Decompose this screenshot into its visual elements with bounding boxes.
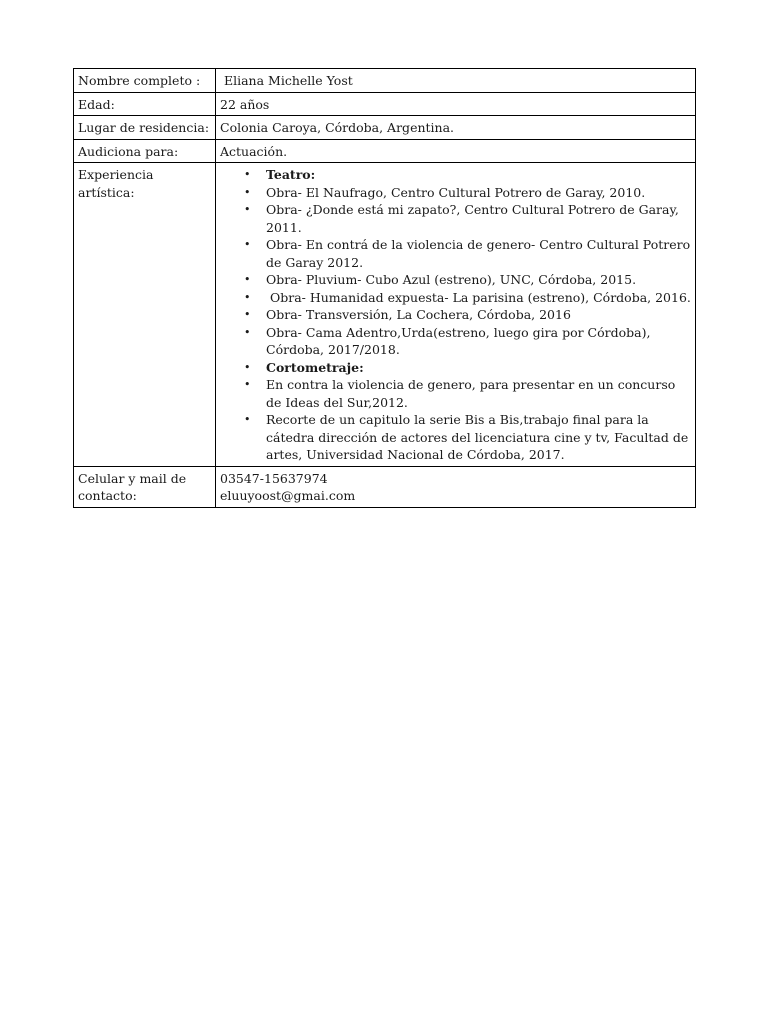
label-lugar: Lugar de residencia: [74,116,216,140]
row-audiciona [74,139,696,163]
label-audiciona: Audiciona para: [74,139,216,163]
bullet-icon: • [244,290,251,304]
value-nombre: Eliana Michelle Yost [216,69,696,93]
label-experiencia: Experiencia artística: [74,163,216,467]
list-item-text: Obra- ¿Donde está mi zapato?, Centro Cultural Potrero de Garay, 2011. [266,202,679,235]
bullet-icon: • [244,308,251,321]
list-item [244,201,692,236]
row-experiencia [74,163,696,467]
bullet-icon: • [244,238,251,251]
list-item-text: Obra- Pluvium- Cubo Azul (estreno), UNC, Córdoba, 2015. [266,272,637,287]
value-contacto [216,466,696,507]
list-item [244,184,692,202]
experience-heading-cortometraje [244,359,692,377]
row-lugar [74,116,696,140]
list-item [244,324,692,359]
list-item-text: Obra- El Naufrago, Centro Cultural Potrero de Garay, 2010. [266,184,646,200]
bullet-icon: • [244,413,251,426]
contact-phone: 03547-15637974 [220,470,328,486]
list-item [244,376,692,411]
row-nombre [74,69,696,93]
bullet-icon: • [244,325,251,339]
list-item-text: Obra- En contrá de la violencia de genero- Centro Cultural Potrero de Garay 2012. [266,237,691,270]
row-contacto [74,466,696,507]
list-item-text: Obra- Transversión, La Cochera, Córdoba, 2016 [266,307,571,322]
value-lugar: Colonia Caroya, Córdoba, Argentina. [216,116,696,140]
label-nombre: Nombre completo : [74,69,216,93]
value-audiciona: Actuación. [216,139,696,163]
value-experiencia [216,163,696,467]
contact-email: eluuyoost@gmai.com [220,488,356,503]
label-contacto: Celular y mail de contacto: [74,466,216,507]
label-edad: Edad: [74,92,216,116]
bullet-icon: • [244,378,251,391]
cv-table [73,68,696,508]
list-item [244,411,692,464]
list-item [244,306,692,324]
list-item-text: En contra la violencia de genero, para presentar en un concurso de Ideas del Sur,2012. [266,377,676,410]
bullet-icon: • [244,168,251,181]
list-item-text: Recorte de un capitulo la serie Bis a Bis,trabajo final para la cátedra dirección de actores del licenciatura cine y tv, Facultad de artes, Universidad Nacional de Córdoba, 2017. [266,412,689,462]
list-item-text: Obra- Humanidad expuesta- La parisina (estreno), Córdoba, 2016. [266,289,691,305]
list-item [244,271,692,289]
list-item-text: Cortometraje: [266,359,364,375]
value-edad: 22 años [216,92,696,116]
experience-heading-teatro [244,166,692,184]
list-item-text: Teatro: [266,167,316,182]
bullet-icon: • [244,273,251,286]
experience-list [220,166,692,464]
bullet-icon: • [244,203,251,216]
list-item [244,236,692,271]
bullet-icon: • [244,360,251,374]
list-item [244,289,692,307]
bullet-icon: • [244,185,251,199]
list-item-text: Obra- Cama Adentro,Urda(estreno, luego gira por Córdoba), Córdoba, 2017/2018. [266,324,651,357]
row-edad [74,92,696,116]
